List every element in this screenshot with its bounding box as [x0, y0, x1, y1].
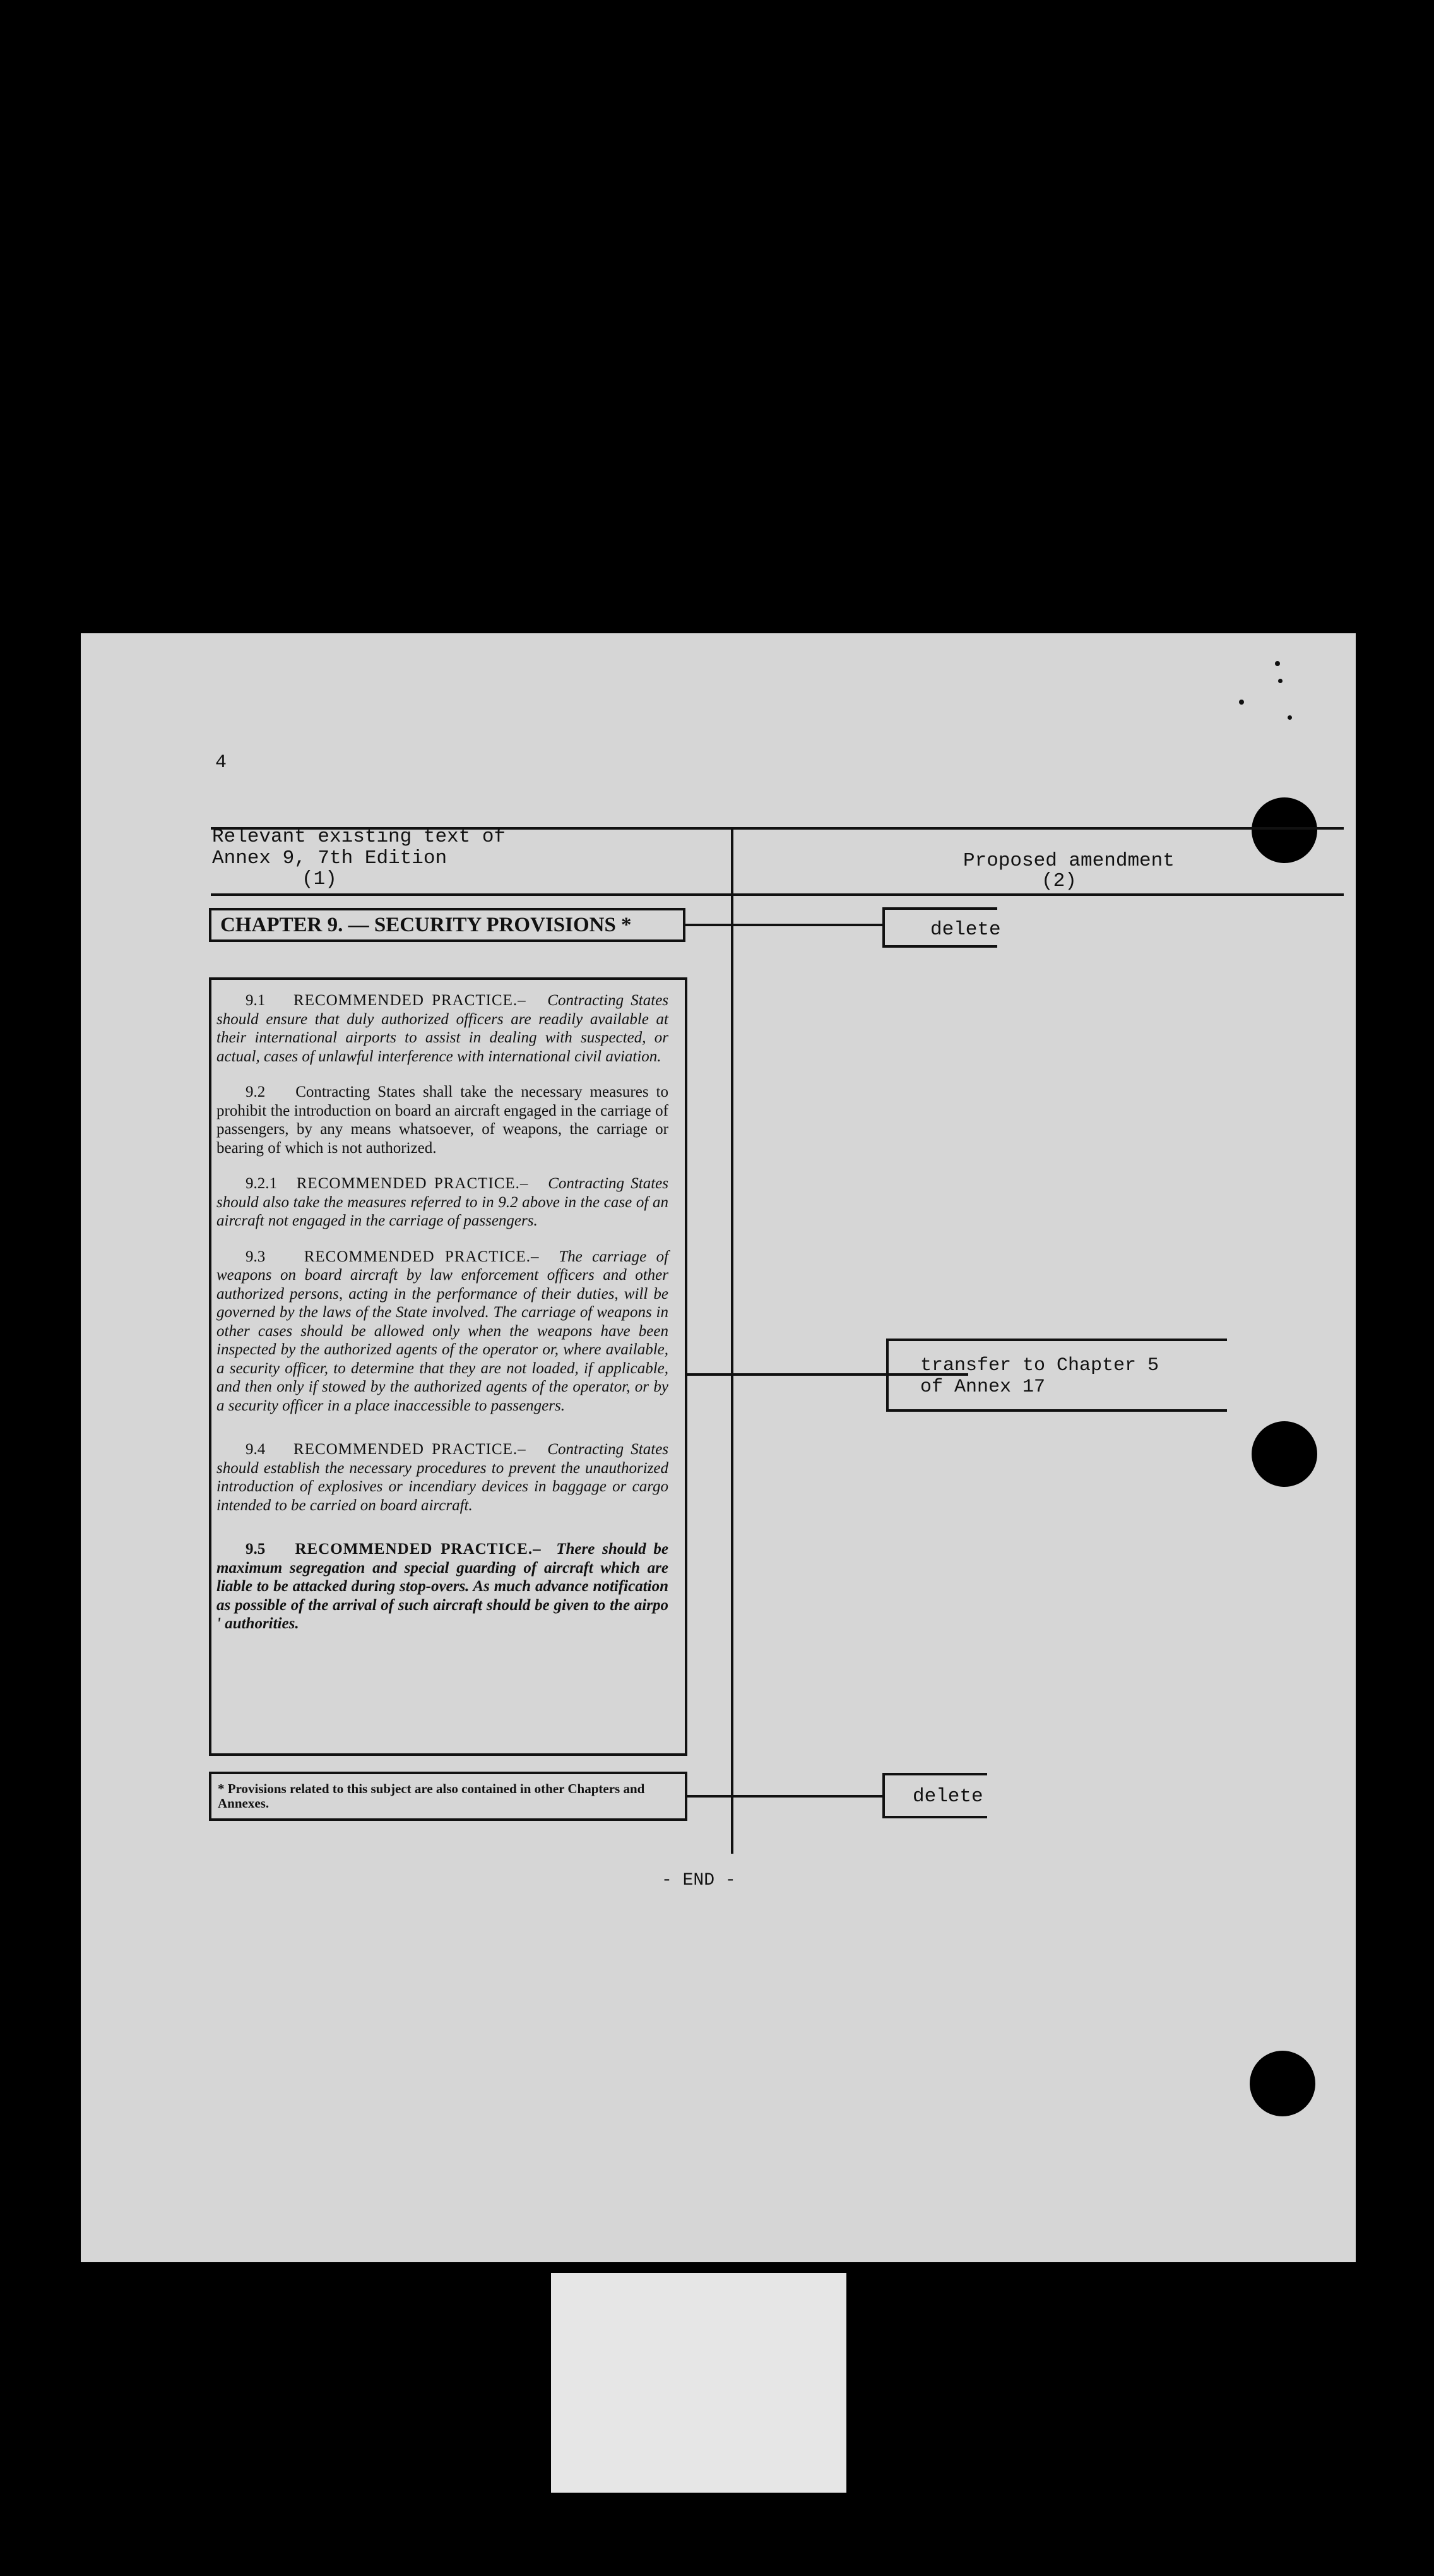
- footnote-connector-left: [687, 1795, 731, 1798]
- column-divider: [731, 828, 733, 1854]
- punch-hole-top: [1252, 797, 1317, 863]
- footnote-connector-right: [733, 1795, 882, 1798]
- document-page: [81, 633, 1356, 2262]
- amendment-chapter-text: delete: [930, 919, 1001, 941]
- paragraph-9-3: 9.3 RECOMMENDED PRACTICE.– The carriage of weapons on board aircraft by law enforcement officers and other authorized persons, acting in the performance of their duties, will be governed by the laws of the State involved. The carriage of weapons in other cases should be allowed only when the weapons have been inspected by the authorized agents of the operator or, where available, a security officer, to determine that they are not loaded, if applicable, and then only if stowed by the authorized agents of the operator, or by a security officer in a place inaccessible to passengers.: [216, 1248, 669, 1414]
- left-column-header-line2: Annex 9, 7th Edition: [212, 847, 447, 869]
- chapter-connector-left: [685, 924, 731, 926]
- amendment-paragraphs-line2: of Annex 17: [920, 1376, 1046, 1398]
- ink-speck: [1278, 679, 1283, 683]
- paragraph-9-2-1: 9.2.1 RECOMMENDED PRACTICE.– Contracting States should also take the measures referred to in 9.2 above in the case of an aircraft not engaged in the carriage of passengers.: [216, 1175, 668, 1229]
- paragraph-9-4: 9.4 RECOMMENDED PRACTICE.– Contracting States should establish the necessary procedures to prevent the unauthorized introduction of explosives or incendiary devices in baggage or cargo intended to be carried on board aircraft.: [216, 1441, 669, 1514]
- existing-text-box: [209, 977, 687, 1756]
- amendment-box-paragraphs: [886, 1339, 1227, 1412]
- paragraph-9-1: 9.1 RECOMMENDED PRACTICE.– Contracting States should ensure that duly authorized officers are readily available at their international airports to assist in dealing with suspected, or actual, cases of unlawful interference with international civil aviation.: [216, 992, 669, 1065]
- right-column-header: Proposed amendment: [963, 850, 1175, 872]
- paragraph-9-5: 9.5 RECOMMENDED PRACTICE.– There should be maximum segregation and special guarding of aircraft which are liable to be attacked during stop-overs. As much advance notification as possible of the arrival of such aircraft should be given to the airpo ' authorities.: [216, 1541, 668, 1632]
- page-number: 4: [215, 752, 227, 773]
- ink-speck: [1239, 700, 1244, 705]
- punch-hole-middle: [1252, 1421, 1317, 1487]
- left-column-header-line1: Relevant existing text of: [212, 826, 506, 848]
- footnote-text: * Provisions related to this subject are also contained in other Chapters and Annexes.: [218, 1781, 645, 1811]
- left-column-number: (1): [302, 868, 337, 890]
- footnote-box: [209, 1772, 687, 1821]
- punch-hole-bottom: [1250, 2051, 1315, 2116]
- header-bottom-rule: [211, 893, 1344, 896]
- right-column-number: (2): [1041, 870, 1077, 892]
- blank-paper-slip: [551, 2273, 846, 2493]
- amendment-box-footnote: [882, 1773, 987, 1818]
- chapter-title: CHAPTER 9. — SECURITY PROVISIONS *: [209, 908, 685, 942]
- chapter-connector-right: [733, 924, 882, 926]
- paragraph-9-2: 9.2 Contracting States shall take the necessary measures to prohibit the introduction on board an aircraft engaged in the carriage of passengers, by any means whatsoever, of weapons, the carriage or bearing of which is not authorized.: [216, 1083, 669, 1157]
- amendment-box-chapter: [882, 907, 1001, 948]
- amendment-paragraphs-line1: transfer to Chapter 5: [920, 1355, 1159, 1376]
- ink-speck: [1288, 715, 1292, 720]
- amendment-footnote-text: delete: [913, 1786, 983, 1808]
- ink-speck: [1275, 661, 1280, 666]
- end-marker: - END -: [661, 1871, 736, 1890]
- paragraphs-connector-left: [687, 1373, 731, 1376]
